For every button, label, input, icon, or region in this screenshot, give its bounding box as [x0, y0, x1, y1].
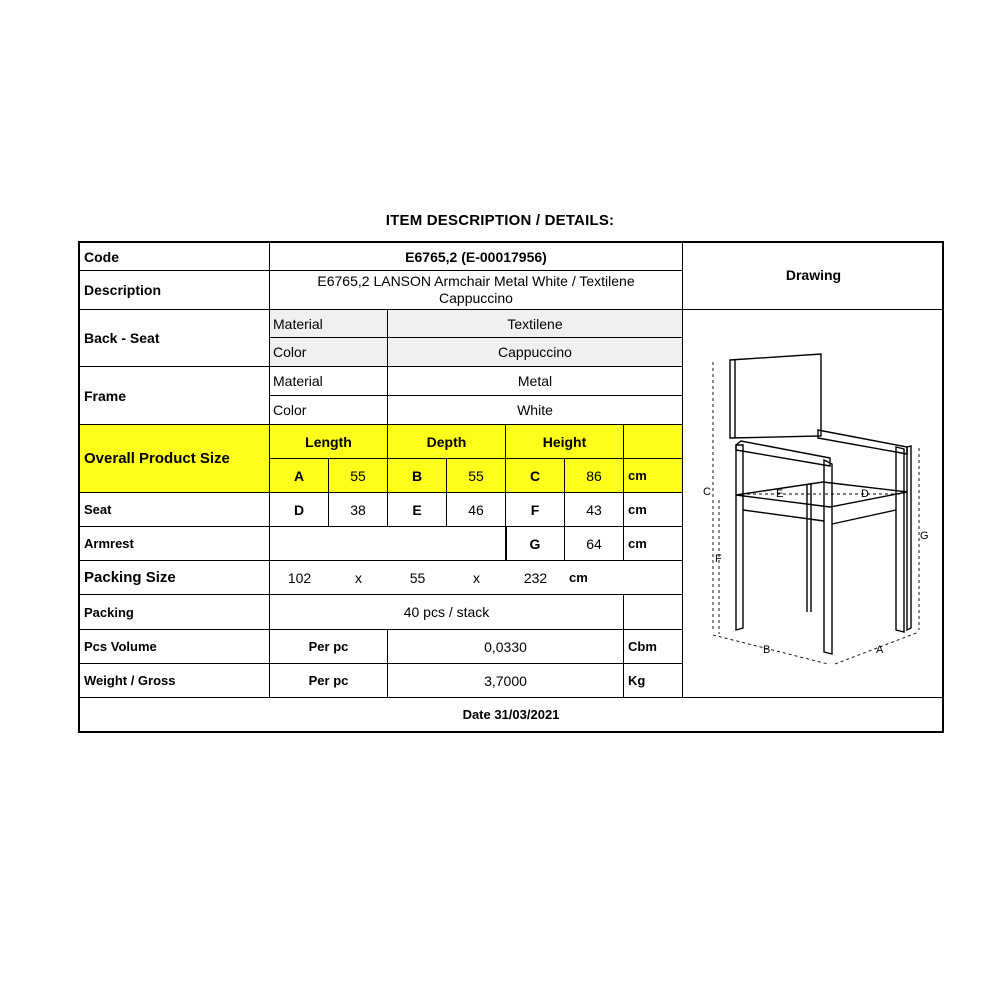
dim-g-value: 64	[565, 527, 624, 561]
description-value: E6765,2 LANSON Armchair Metal White / Textilene Cappuccino	[270, 271, 683, 310]
leg-2	[824, 460, 832, 654]
overall-unit: cm	[624, 459, 683, 493]
dim-e-letter: E	[388, 493, 447, 527]
frame-color-label: Color	[270, 396, 388, 425]
frame-material-label: Material	[270, 367, 388, 396]
dim-f-value: 43	[565, 493, 624, 527]
seat-label: Seat	[80, 493, 270, 527]
packing-length: 102	[270, 561, 329, 595]
dim-c-letter: C	[506, 459, 565, 493]
packing-size-label: Packing Size	[80, 561, 270, 595]
seat-unit: cm	[624, 493, 683, 527]
weight-label: Weight / Gross	[80, 664, 270, 698]
dim-b-value: 55	[447, 459, 506, 493]
back-seat-color-label: Color	[270, 338, 388, 367]
drawing-label: Drawing	[683, 243, 944, 310]
armrest-empty	[270, 527, 506, 561]
packing-value: 40 pcs / stack	[270, 595, 624, 630]
weight-unit: Kg	[624, 664, 683, 698]
packing-size-unit: cm	[565, 561, 683, 595]
pcs-volume-value: 0,0330	[388, 630, 624, 664]
drawing-letter-c: C	[703, 486, 711, 498]
packing-width: 55	[388, 561, 447, 595]
frame-color: White	[388, 396, 683, 425]
chair-drawing-svg	[683, 310, 944, 698]
dim-d-letter: D	[270, 493, 329, 527]
length-header: Length	[270, 425, 388, 459]
armrest-unit: cm	[624, 527, 683, 561]
back-seat-material: Textilene	[388, 310, 683, 338]
dim-a-letter: A	[270, 459, 329, 493]
frame-material: Metal	[388, 367, 683, 396]
code-value: E6765,2 (E-00017956)	[270, 243, 683, 271]
drawing-letter-g: G	[920, 530, 929, 542]
chair-drawing	[683, 310, 944, 698]
details-table	[78, 241, 944, 733]
leg-3	[896, 447, 904, 632]
dim-c-value: 86	[565, 459, 624, 493]
dim-e-value: 46	[447, 493, 506, 527]
depth-header: Depth	[388, 425, 506, 459]
pcs-volume-unit: Cbm	[624, 630, 683, 664]
packing-x1: x	[329, 561, 388, 595]
description-label: Description	[80, 271, 270, 310]
dim-b-letter: B	[388, 459, 447, 493]
packing-label: Packing	[80, 595, 270, 630]
weight-value: 3,7000	[388, 664, 624, 698]
drawing-letter-b: B	[763, 644, 771, 656]
drawing-letter-f: F	[715, 553, 722, 565]
page-title: ITEM DESCRIPTION / DETAILS:	[385, 212, 615, 229]
pcs-volume-label: Pcs Volume	[80, 630, 270, 664]
armrest-label: Armrest	[80, 527, 270, 561]
dim-a-value: 55	[329, 459, 388, 493]
back-seat-material-label: Material	[270, 310, 388, 338]
date-footer: Date 31/03/2021	[462, 707, 560, 722]
seat-shape	[736, 482, 907, 507]
packing-x2: x	[447, 561, 506, 595]
dim-d-value: 38	[329, 493, 388, 527]
overall-size-label: Overall Product Size	[80, 425, 270, 493]
dim-f-letter: F	[506, 493, 565, 527]
drawing-letter-a: A	[876, 644, 884, 656]
back-seat-color: Cappuccino	[388, 338, 683, 367]
packing-unit-empty	[624, 595, 683, 630]
drawing-letter-d: D	[861, 488, 869, 500]
packing-height: 232	[506, 561, 565, 595]
frame-label: Frame	[80, 367, 270, 425]
backrest-shape	[730, 354, 821, 438]
leg-1	[736, 445, 743, 630]
code-label: Code	[80, 243, 270, 271]
unit-header-empty	[624, 425, 683, 459]
height-header: Height	[506, 425, 624, 459]
back-seat-label: Back - Seat	[80, 310, 270, 367]
left-arm-shape	[736, 441, 830, 466]
drawing-letter-e: E	[776, 488, 784, 500]
dim-g-letter: G	[506, 527, 565, 561]
right-arm-shape	[818, 430, 907, 454]
weight-per: Per pc	[270, 664, 388, 698]
pcs-volume-per: Per pc	[270, 630, 388, 664]
